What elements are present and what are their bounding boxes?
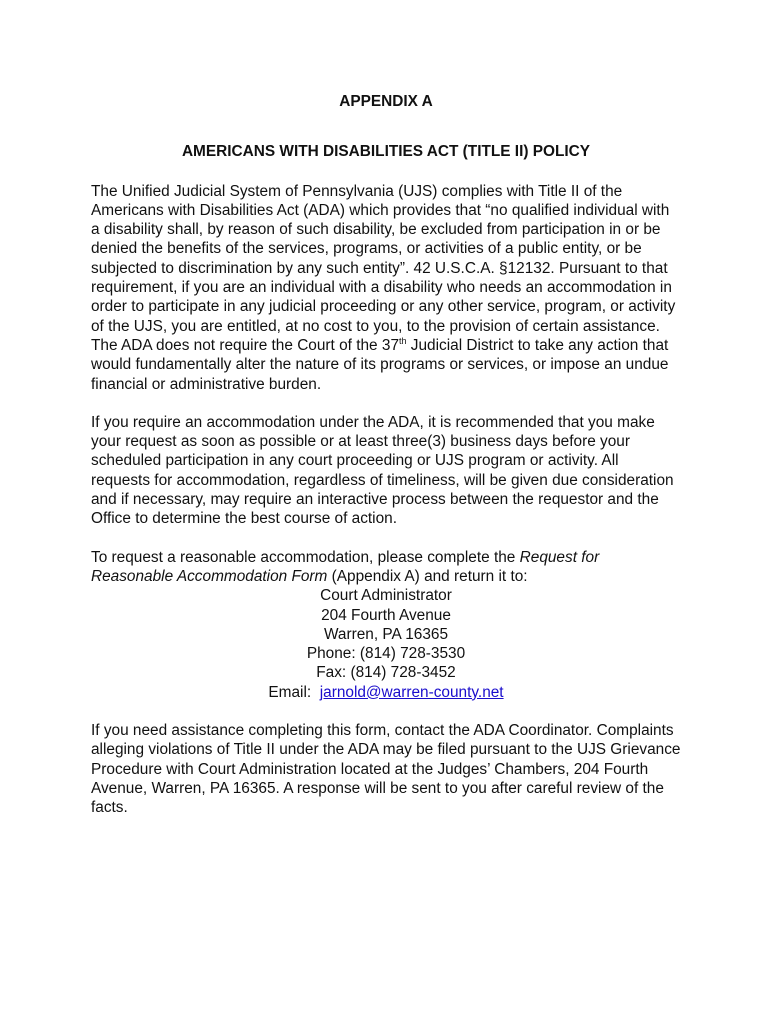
address-street: 204 Fourth Avenue xyxy=(321,606,451,624)
paragraph-3-outro: (Appendix A) and return it to: xyxy=(327,567,528,585)
paragraph-1-text: The Unified Judicial System of Pennsylvania (UJS) complies with Title II of the Americans with Disabilities Act (ADA) which provides that “no qualified individual with a disability shall, by reason of such disability, be excluded from participation in or be denied the benefits of the services, programs, or activities of a public entity, or be subjected to discrimination by any such entity”. 42 U.S.C.A. §12132. Pursuant to that requirement, if you are an individual with a disability who needs an accommodation in order to participate in any judicial proceeding or any other service, program, or activity of the UJS, you are entitled, at no cost to you, to the provision of certain assistance. The ADA does not require the Court of the 37 xyxy=(91,182,676,354)
policy-paragraph-2: If you require an accommodation under the ADA, it is recommended that you make your request as soon as possible or at least three(3) business days before your scheduled participation in any court proceeding or UJS program or activity. All requests for accommodation, regardless of timeliness, will be given due consideration and if necessary, may require an interactive process between the requestor and the Office to determine the best course of action. xyxy=(91,413,674,528)
ordinal-superscript: th xyxy=(399,335,407,346)
form-name: Request for Reasonable Accommodation Form xyxy=(91,548,600,585)
address-city: Warren, PA 16365 xyxy=(323,625,449,643)
address-fax: Fax: (814) 728-3452 xyxy=(316,664,456,682)
document-page xyxy=(91,92,681,818)
address-email-line xyxy=(91,683,681,702)
address-phone: Phone: (814) 728-3530 xyxy=(306,645,466,663)
policy-paragraph-4: If you need assistance completing this form, contact the ADA Coordinator. Complaints alleging violations of Title II under the ADA may be filed pursuant to the UJS Grievance Procedure with Court Administration located at the Judges’ Chambers, 204 Fourth Avenue, Warren, PA 16365. A response will be sent to you after careful review of the facts. xyxy=(91,722,681,817)
paragraph-1-text-cont: Judicial District to take any action that would fundamentally alter the nature of its programs or services, or impose an undue financial or administrative burden. xyxy=(91,336,669,393)
appendix-heading: APPENDIX A xyxy=(339,93,433,110)
policy-paragraph-1 xyxy=(91,182,681,394)
email-label: Email: xyxy=(268,683,320,701)
policy-title: AMERICANS WITH DISABILITIES ACT (TITLE II) POLICY xyxy=(181,143,591,161)
paragraph-3-intro: To request a reasonable accommodation, please complete the xyxy=(91,548,520,566)
email-link[interactable]: jarnold@warren-county.net xyxy=(319,683,504,701)
policy-paragraph-3 xyxy=(91,548,681,587)
address-recipient: Court Administrator xyxy=(320,587,452,605)
mailing-address xyxy=(91,586,681,702)
